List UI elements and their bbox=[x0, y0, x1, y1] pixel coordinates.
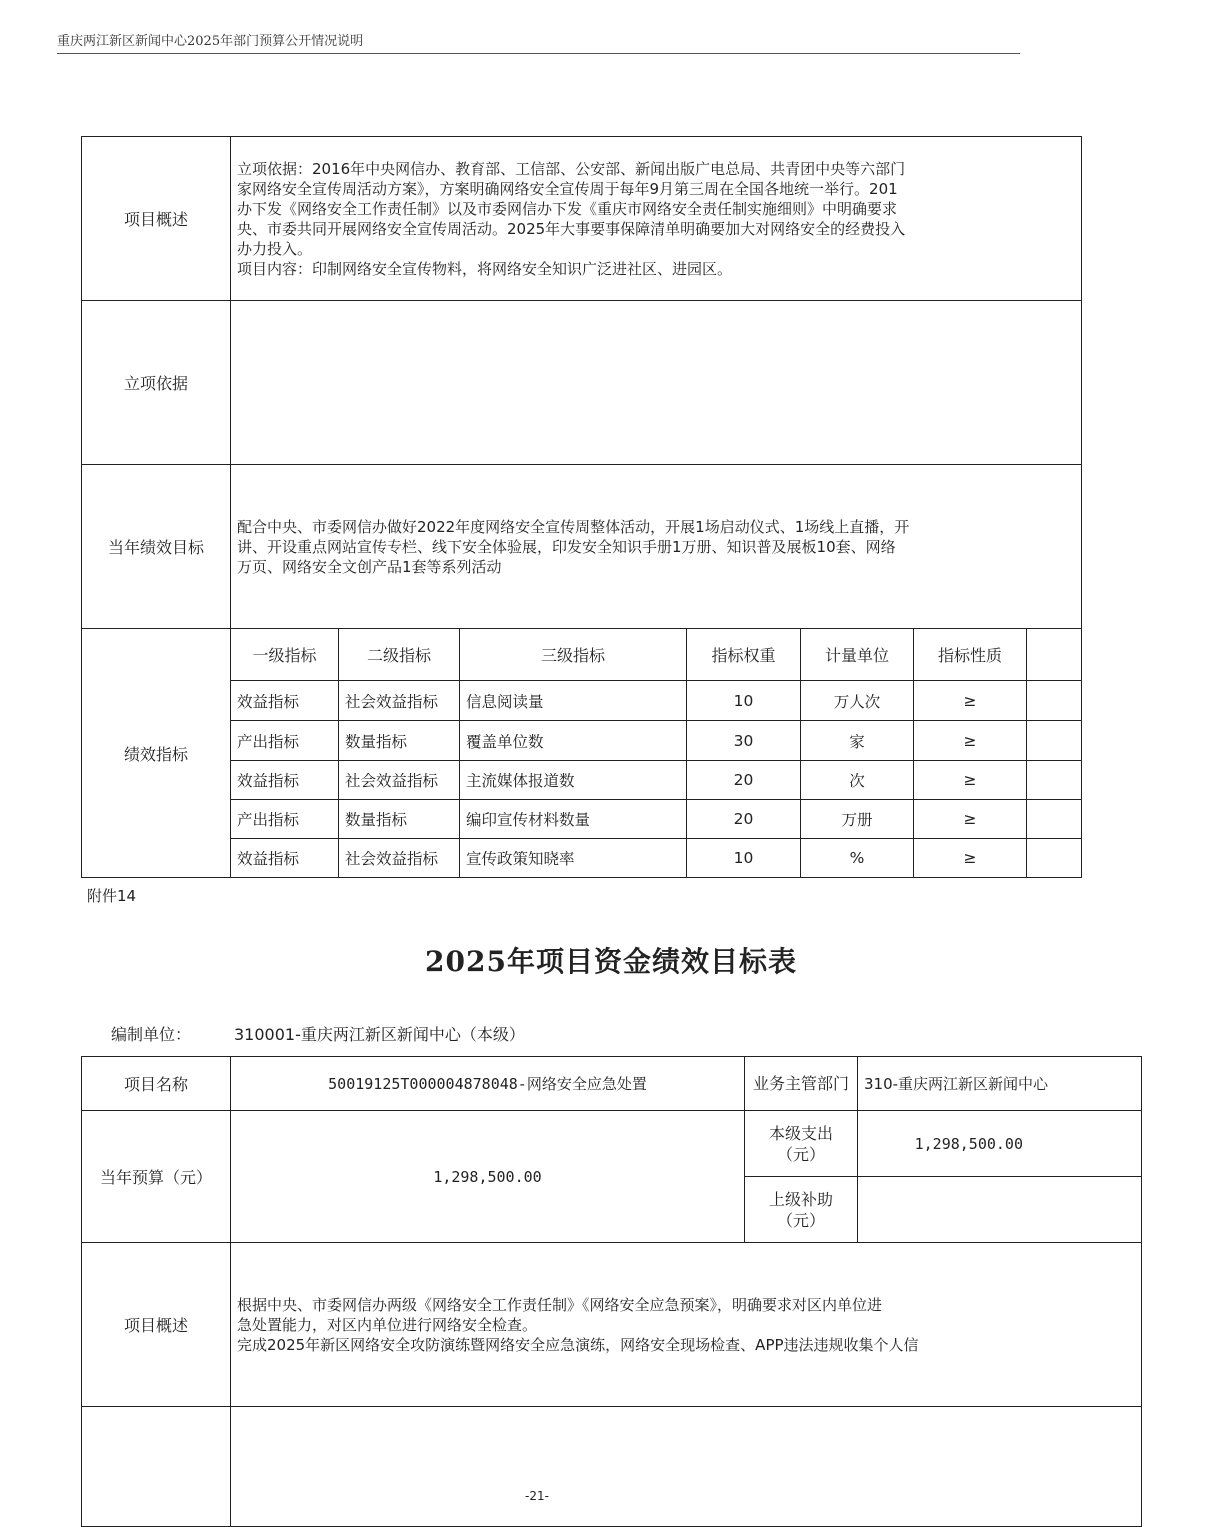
table1 bbox=[81, 136, 1082, 878]
overview-line: 项目内容：印制网络安全宣传物料，将网络安全知识广泛进社区、进园区。 bbox=[237, 259, 733, 278]
table-row bbox=[82, 721, 1082, 761]
cell-weight: 30 bbox=[687, 721, 801, 761]
cell-level3: 编印宣传材料数量 bbox=[460, 800, 687, 839]
cell-level3: 主流媒体报道数 bbox=[460, 761, 687, 800]
col-header: 一级指标 bbox=[231, 629, 339, 681]
cell-nature: ≥ bbox=[914, 721, 1027, 761]
cell-nature: ≥ bbox=[914, 839, 1027, 878]
cell-level1: 产出指标 bbox=[231, 800, 339, 839]
running-header: 重庆两江新区新闻中心2025年部门预算公开情况说明 bbox=[57, 34, 364, 49]
cell-weight: 20 bbox=[687, 761, 801, 800]
overview2-line: 完成2025年新区网络安全攻防演练暨网络安全应急演练，网络安全现场检查、APP违法违规收集个人信 bbox=[237, 1335, 919, 1354]
cell-unit: 家 bbox=[801, 721, 914, 761]
cell-level2: 社会效益指标 bbox=[339, 681, 460, 721]
subsidy-label: 上级补助（元） bbox=[745, 1177, 858, 1243]
table-row bbox=[82, 761, 1082, 800]
dept-value: 310-重庆两江新区新闻中心 bbox=[858, 1057, 1142, 1111]
cell-level2: 社会效益指标 bbox=[339, 839, 460, 878]
overview2-text bbox=[231, 1243, 1142, 1407]
next-row-cell bbox=[231, 1407, 1142, 1527]
table-row bbox=[82, 839, 1082, 878]
table-row bbox=[82, 800, 1082, 839]
next-row-label bbox=[82, 1407, 231, 1527]
cell-level2: 社会效益指标 bbox=[339, 761, 460, 800]
col-header: 指标权重 bbox=[687, 629, 801, 681]
page-number: -21- bbox=[525, 1489, 549, 1503]
cell-level2: 数量指标 bbox=[339, 800, 460, 839]
overview-label: 项目概述 bbox=[82, 137, 231, 301]
cell-level1: 效益指标 bbox=[231, 761, 339, 800]
overview-line: 办力投入。 bbox=[237, 239, 313, 258]
col-header bbox=[1027, 629, 1082, 681]
cell-level1: 效益指标 bbox=[231, 681, 339, 721]
overview-line: 央、市委共同开展网络安全宣传周活动。2025年大事要事保障清单明确要加大对网络安全的经费投入 bbox=[237, 219, 906, 238]
dept-label: 业务主管部门 bbox=[745, 1057, 858, 1111]
col-header: 二级指标 bbox=[339, 629, 460, 681]
goal-line: 万页、网络安全文创产品1套等系列活动 bbox=[237, 557, 502, 576]
cell-unit: 万人次 bbox=[801, 681, 914, 721]
overview2-line: 急处置能力，对区内单位进行网络安全检查。 bbox=[237, 1315, 538, 1334]
cell-weight: 10 bbox=[687, 681, 801, 721]
budget-value: 1,298,500.00 bbox=[231, 1111, 745, 1243]
overview-text bbox=[231, 137, 1082, 301]
basis-cell bbox=[231, 301, 1082, 465]
cell-unit: 万册 bbox=[801, 800, 914, 839]
document-title: 2025年项目资金绩效目标表 bbox=[425, 945, 797, 978]
unit-label: 编制单位： bbox=[111, 1025, 192, 1044]
cell-weight: 20 bbox=[687, 800, 801, 839]
col-header: 三级指标 bbox=[460, 629, 687, 681]
cell-level3: 覆盖单位数 bbox=[460, 721, 687, 761]
own-expense-label: 本级支出（元） bbox=[745, 1111, 858, 1177]
cell-level1: 产出指标 bbox=[231, 721, 339, 761]
basis-label: 立项依据 bbox=[82, 301, 231, 465]
budget-label: 当年预算（元） bbox=[82, 1111, 231, 1243]
col-header: 指标性质 bbox=[914, 629, 1027, 681]
col-header: 计量单位 bbox=[801, 629, 914, 681]
overview-line: 办下发《网络安全工作责任制》以及市委网信办下发《重庆市网络安全责任制实施细则》中明确要求 bbox=[237, 199, 898, 218]
indicators-label: 绩效指标 bbox=[82, 629, 231, 878]
overview2-line: 根据中央、市委网信办两级《网络安全工作责任制》《网络安全应急预案》，明确要求对区内单位进 bbox=[237, 1295, 883, 1314]
goal-label: 当年绩效目标 bbox=[82, 465, 231, 629]
cell-level3: 信息阅读量 bbox=[460, 681, 687, 721]
cell-weight: 10 bbox=[687, 839, 801, 878]
cell-unit: % bbox=[801, 839, 914, 878]
table2-clip bbox=[0, 1056, 1049, 1466]
table-row bbox=[82, 681, 1082, 721]
unit-value: 310001-重庆两江新区新闻中心（本级） bbox=[234, 1025, 525, 1044]
cell-nature: ≥ bbox=[914, 800, 1027, 839]
project-name-label: 项目名称 bbox=[82, 1057, 231, 1111]
table1-clip bbox=[0, 136, 1022, 878]
overview2-label: 项目概述 bbox=[82, 1243, 231, 1407]
own-expense-value: 1,298,500.00 bbox=[858, 1111, 1142, 1177]
cell-level3: 宣传政策知晓率 bbox=[460, 839, 687, 878]
cell-nature: ≥ bbox=[914, 761, 1027, 800]
overview-line: 立项依据：2016年中央网信办、教育部、工信部、公安部、新闻出版广电总局、共青团中央等六部门 bbox=[237, 159, 906, 178]
attachment-label: 附件14 bbox=[87, 887, 137, 905]
project-name-value: 50019125T000004878048-网络安全应急处置 bbox=[231, 1057, 745, 1111]
cell-level2: 数量指标 bbox=[339, 721, 460, 761]
goal-line: 配合中央、市委网信办做好2022年度网络安全宣传周整体活动，开展1场启动仪式、1场线上直播，开 bbox=[237, 517, 910, 536]
cell-level1: 效益指标 bbox=[231, 839, 339, 878]
subsidy-value bbox=[858, 1177, 1142, 1243]
cell-unit: 次 bbox=[801, 761, 914, 800]
goal-text bbox=[231, 465, 1082, 629]
goal-line: 讲、开设重点网站宣传专栏、线下安全体验展，印发安全知识手册1万册、知识普及展板10套、网络 bbox=[237, 537, 896, 556]
table2 bbox=[81, 1056, 1142, 1527]
header-divider bbox=[57, 53, 1020, 54]
cell-nature: ≥ bbox=[914, 681, 1027, 721]
overview-line: 家网络安全宣传周活动方案》，方案明确网络安全宣传周于每年9月第三周在全国各地统一举行。201 bbox=[237, 179, 898, 198]
